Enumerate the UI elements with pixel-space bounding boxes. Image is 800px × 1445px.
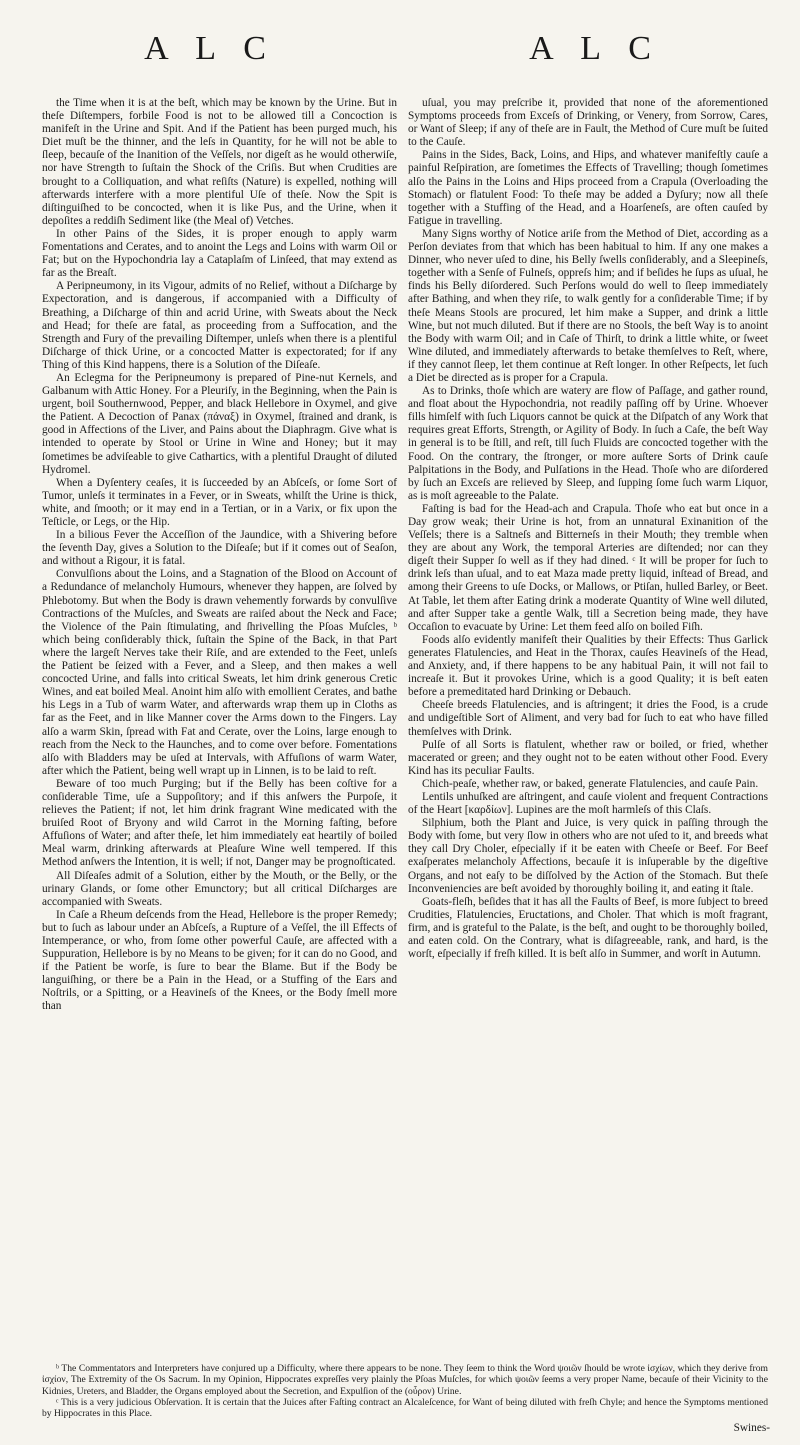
paragraph: uſual, you may preſcribe it, provided that none of the aforementioned Symptoms proceeds from Exceſs of Drinking, or Venery, from Sorrow, Cares, or Want of Sleep; if any of theſe are in Fault, the Method of Cure muſt be ſuited to the Cauſe.: [408, 97, 768, 149]
running-head-right: A L C: [529, 30, 661, 67]
paragraph: Convulſions about the Loins, and a Stagnation of the Blood on Account of a Redundance of melancholy Humours, whenever they happen, are ſolved by Phlebotomy. But when the Body is drawn vehemently forwards by convulſive Contractions of the Muſcles, and Sweats are raiſed about the Neck and Face; the Violence of the Pain ſtimulating, and ſhrivelling the Pſoas Muſcles, ᵇ which being conſiderably thick, ſuſtain the Spine of the Back, in that Part where the largeſt Nerves take their Riſe, and are extended to the Feet, unleſs the Patient be ſeized with a Fever, and a Sleep, and then makes a well concocted Urine, and falls into critical Sweats, let him drink generous Cretic Wines, and eat boiled Meal. Anoint him alſo with emollient Cerates, and bathe his Legs in a Tub of warm Water, and afterwards wrap them up in Cloths as far as the Feet, and in like Manner cover the Arms down to the Fingers. Lay alſo a warm Skin, ſpread with Fat and Cerate, over the Loins, large enough to reach from the Neck to the Haunches, and to come over before. Fomentations alſo with Bladders may be uſed at Intervals, with Affuſions of warm Water, after which the Patient, being well wrapt up in Linnen, is to be laid to reſt.: [42, 568, 397, 777]
paragraph: In other Pains of the Sides, it is proper enough to apply warm Fomentations and Cerates, and to anoint the Legs and Loins with warm Oil or Fat; but on the Hypochondria lay a Cataplaſm of Linſeed, that may extend as far as the Breaſt.: [42, 227, 397, 280]
footnote: ᵇ The Commentators and Interpreters have conjured up a Difficulty, where there appears to be none. They ſeem to think the Word ψοιῶν ſhould be wrote ἰσχίων, which they derive from ἰσχίον, The Extremity of the Os Sacrum. In my Opinion, Hippocrates expreſſes very plainly the Pſoas Muſcles, for which ψοιῶν ſeems a very proper Name, becauſe of their Vicinity to the Kidnies, Ureters, and Bladder, the Organs employed about the Secretion, and Expulſion of the (οὖρον) Urine.: [42, 1363, 768, 1397]
page-header: [0, 30, 800, 80]
paragraph: Faſting is bad for the Head-ach and Crapula. Thoſe who eat but once in a Day grow weak; their Urine is hot, from an unnatural Exinanition of the Veſſels; there is a Saltneſs and Bitterneſs in their Mouth; they tremble when they are about any Work, the temporal Arteries are diſtended; nor can they digeſt their Supper ſo well as if they had dined. ᶜ It will be proper for ſuch to drink leſs than uſual, and to eat Maza made pretty liquid, inſtead of Bread, and among their Greens to uſe Docks, or Mallows, or Ptiſan, hulled Barley, or Beet. At Table, let them after Eating drink a moderate Quantity of Wine well diluted, and after Supper take a gentle Walk, till a Secretion being made, they have Occaſion to evacuate by Urine: Let them feed alſo on boiled Fiſh.: [408, 502, 768, 633]
footnotes: [42, 1363, 768, 1419]
paragraph: As to Drinks, thoſe which are watery are flow of Paſſage, and gather round, and float about the Hypochondria, not readily paſſing off by Urine. Whoever fills himſelf with ſuch Liquors cannot be quick at the Diſpatch of any Work that requires great Efforts, Strength, or Agility of Body. In ſuch a Caſe, the beſt Way in general is to be ſtill, and reſt, till ſuch Fluids are concocted together with the Food. On the contrary, the ſtronger, or more auſtere Sorts of Drink cauſe Palpitations in the Body, and Pulſations in the Head. Thoſe who are diſordered by ſuch an Exceſs are relieved by Sleep, and ſupping ſome ſuch warm Liquor, as is moſt agreeable to the Palate.: [408, 385, 768, 502]
paragraph: Many Signs worthy of Notice ariſe from the Method of Diet, according as a Perſon deviates from that which has been habitual to him. If any one makes a Dinner, who never uſed to dine, his Belly ſwells conſiderably, and a Sleepineſs, together with a Senſe of Fulneſs, oppreſs him; and if beſides he ſups as uſual, he finds his Belly diſordered. Such Perſons would do well to ſleep immediately after Bathing, and when they riſe, to walk gently for a conſiderable Time; if by theſe Means Stools are procured, let him make a Supper, and drink a little Wine, but not much diluted. But if there are no Stools, the beſt Way is to anoint the Body with warm Oil; and in Caſe of Thirſt, to drink a little white, or ſweet Wine diluted, and immediately afterwards to betake themſelves to Reſt, where, if they cannot ſleep, let them continue at Reſt longer. In other Reſpects, let ſuch a Diet be directed as is proper for a Crapula.: [408, 227, 768, 384]
paragraph: Foods alſo evidently manifeſt their Qualities by their Effects: Thus Garlick generates Flatulencies, and Heat in the Thorax, cauſes Heavineſs of the Head, and Anxiety, and, if there happens to be any habitual Pain, it will not fail to increaſe it. But it provokes Urine, which is a good Quality; it is beſt eaten before a premeditated hard Drinking or Debauch.: [408, 633, 768, 699]
paragraph: Beware of too much Purging; but if the Belly has been coſtive for a conſiderable Time, uſe a Suppoſitory; and if this anſwers the Purpoſe, it relieves the Patient; if not, let him drink fragrant Wine medicated with the bruiſed Root of Bryony and wild Carrot in the Morning faſting, before Affuſions of Water; and after theſe, let him immediately eat heartily of boiled Meal warm, drinking afterwards at Pleaſure Wine well tempered. If this Method anſwers the Intention, it is well; if not, Danger may be prognoſticated.: [42, 777, 397, 869]
paragraph: A Peripneumony, in its Vigour, admits of no Relief, without a Diſcharge by Expectoration, and is dangerous, if accompanied with a Difficulty of Breathing, a Diſcharge of thin and acrid Urine, with Sweats about the Neck and Head; for theſe are fatal, as proceeding from a Suffocation, and the Strength and Fury of the prevailing Diſtemper, unleſs when there is a plentiful Diſcharge of thick Urine, or a concocted Matter is expectorated; for if any Thing of this Kind happens, there is a Solution of the Diſeaſe.: [42, 280, 397, 371]
paragraph: In Caſe a Rheum deſcends from the Head, Hellebore is the proper Remedy; but to ſuch as labour under an Abſceſs, a Rupture of a Veſſel, the ill Effects of Intemperance, or who, from ſome other powerful Cauſe, are affected with a Suppuration, Hellebore is by no Means to be given; for it can do no Good, and if the Patient be worſe, is ſure to bear the Blame. But if the Body be languiſhing, or there be a Pain in the Head, or a Stuffing of the Ears and Noſtrils, or a Spitting, or a Heavineſs of the Knees, or the Body ſmell more than: [42, 908, 397, 1013]
catchword: Swines-: [733, 1422, 770, 1434]
paragraph: Pulſe of all Sorts is flatulent, whether raw or boiled, or fried, whether macerated or green; and they ought not to be eaten without other Food. Every Kind has its peculiar Faults.: [408, 738, 768, 777]
footnote: ᶜ This is a very judicious Obſervation. It is certain that the Juices after Faſting contract an Alcaleſcence, for Want of being diluted with freſh Chyle; and hence the Symptoms mentioned by Hippocrates in this Place.: [42, 1396, 768, 1420]
paragraph: Lentils unhuſked are aſtringent, and cauſe violent and frequent Contractions of the Heart [καρδίων]. Lupines are the moſt harmleſs of this Claſs.: [408, 790, 768, 817]
running-head-left: A L C: [144, 30, 276, 67]
paragraph: In a bilious Fever the Acceſſion of the Jaundice, with a Shivering before the ſeventh Day, gives a Solution to the Diſeaſe; but if it comes out of Seaſon, and without a Rigour, it is fatal.: [42, 529, 397, 568]
paragraph: Goats-fleſh, beſides that it has all the Faults of Beef, is more ſubject to breed Crudities, Flatulencies, Eructations, and Choler. That which is moſt fragrant, firm, and is grateful to the Palate, is the beſt, and ought to be thoroughly boiled, and eaten cold. On the Contrary, what is diſagreeable, rank, and hard, is the worſt, eſpecially if freſh killed. It is beſt alſo in Summer, and worſt in Autumn.: [408, 895, 768, 961]
paragraph: When a Dyſentery ceaſes, it is ſucceeded by an Abſceſs, or ſome Sort of Tumor, unleſs it terminates in a Fever, or in Sweats, whilſt the Urine is thick, white, and ſmooth; or it may end in a Tertian, or in a Varix, or fix upon the Teſticle, or Legs, or the Hip.: [42, 476, 397, 528]
paragraph: An Eclegma for the Peripneumony is prepared of Pine-nut Kernels, and Galbanum with Attic Honey. For a Pleuriſy, in the Beginning, when the Pain is urgent, boil Southernwood, Pepper, and black Hellebore in Oxymel, and give the Patient. A Decoction of Panax (πάναξ) in Oxymel, ſtrained and drank, is good in Affections of the Liver, and Pains about the Diaphragm. Give what is intended to operate by Stool or Urine in Wine and Honey; but it may ſometimes be adviſeable to give Cathartics, with a plentiful Draught of diluted Hydromel.: [42, 371, 397, 476]
paragraph: the Time when it is at the beſt, which may be known by the Urine. But in theſe Diſtempers, forbile Food is not to be allowed till a Concoction is manifeſt in the Urine and Spit. And if the Patient has been purged much, his Diet muſt be the thinner, and the leſs in Quantity, for he will not be able to ſleep, becauſe of the Inanition of the Veſſels, nor digeſt as he would otherwiſe, nor have Strength to ſuſtain the Shock of the Criſis. But when Crudities are brought to a Colliquation, and what reſiſts (Nature) is expelled, nothing will afterwards interfere with a more plentiful Uſe of theſe. Now the Spit is diſtinguiſhed to be concocted, when it is like Pus, and the Urine, when it depoſites a reddiſh Sediment like (the Meal of) Vetches.: [42, 97, 397, 227]
paragraph: Silphium, both the Plant and Juice, is very quick in paſſing through the Body with ſome, but very ſlow in others who are not uſed to it, and breeds what they call Dry Choler, eſpecially if it be eaten with Cheeſe or Beef. For Beef exaſperates melancholy Affections, becauſe it is inſuperable by the digeſtive Organs, and not eaſy to be diſſolved by the Action of the Stomach. But theſe Inconveniencies are beſt avoided by thoroughly boiling it, and eating it ſtale.: [408, 817, 768, 895]
paragraph: Cheeſe breeds Flatulencies, and is aſtringent; it dries the Food, is a crude and undigeſtible Sort of Aliment, and very bad for ſuch to eat who have filled themſelves with Drink.: [408, 699, 768, 738]
paragraph: Chich-peaſe, whether raw, or baked, generate Flatulencies, and cauſe Pain.: [422, 777, 759, 790]
paragraph: All Diſeaſes admit of a Solution, either by the Mouth, or the Belly, or the urinary Glands, or ſome other Emunctory; but all critical Diſcharges are accompanied with Sweats.: [42, 869, 397, 908]
paragraph: Pains in the Sides, Back, Loins, and Hips, and whatever manifeſtly cauſe a painful Reſpiration, are ſometimes the Effects of Travelling; though ſometimes alſo the Pains in the Loins and Hips proceed from a Crapula (Overloading the Stomach) or flatulent Food: To theſe may be added a Dyſury; now all theſe together with a Stuffing of the Head, and a Hoarſeneſs, are often cauſed by Fatigue in travelling.: [408, 149, 768, 227]
left-column: [42, 97, 397, 1014]
right-column: [408, 97, 768, 961]
